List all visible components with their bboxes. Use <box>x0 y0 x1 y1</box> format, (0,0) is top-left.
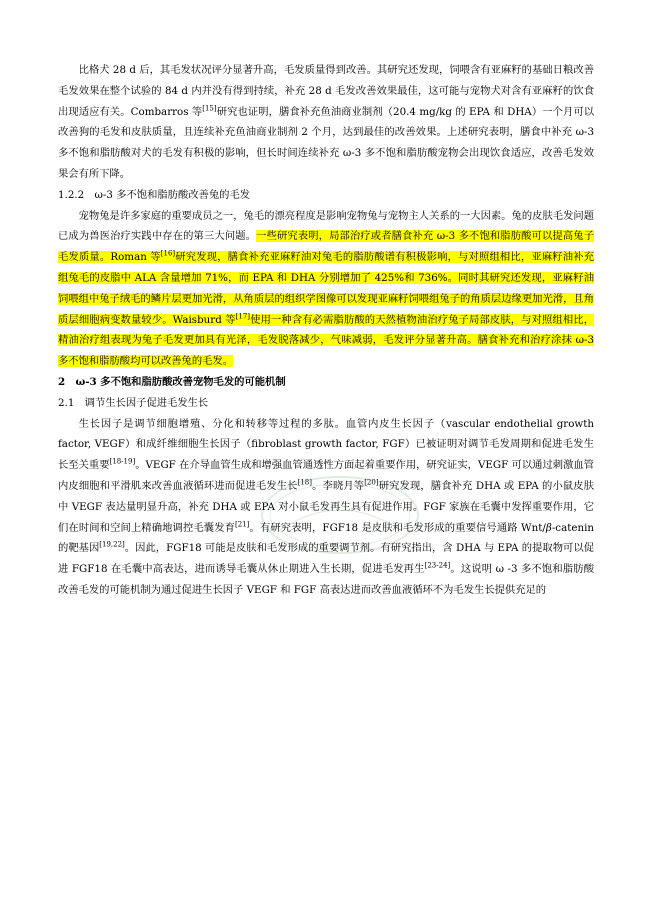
paragraph-rabbit-hair: 宠物兔是许多家庭的重要成员之一，兔毛的漂亮程度是影响宠物兔与宠物主人关系的一大因素。兔的皮肤毛发问题已成为兽医治疗实践中存在的第三大问题。一些研究表明，局部治疗或者膳食补充 ω-3 多不饱和脂肪酸可以提高兔子毛发质量。Roman 等[16]研究发现，膳食补充亚麻籽油对兔毛的脂肪酸谱有积极影响，与对照组相比，亚麻籽油补充组兔毛的皮脂中 ALA 含量增加 71%，而 EPA 和 DHA 分别增加了 425%和 736%。同时其研究还发现，亚麻籽油饲喂组中兔子绒毛的鳞片层更加光滑，从角质层的组织学图像可以发现亚麻籽饲喂组兔子的角质层边缘更加光滑，且角质层细胞病变数量较少。Waisburd 等[17]使用一种含有必需脂肪酸的天然植物油治疗兔子局部皮肤，与对照组相比，精油治疗组表现为兔子毛发更加具有光泽，毛发脱落减少，气味减弱，毛发评分显著升高。膳食补充和治疗涂抹 ω-3 多不饱和脂肪酸均可以改善兔的毛发。 <box>58 209 595 368</box>
paragraph-growth-factors: 生长因子是调节细胞增殖、分化和转移等过程的多肽。血管内皮生长因子（vascular endothelial growth factor, VEGF）和成纤维细胞生长因子（fibroblast growth factor, FGF）已被证明对调节毛发周期和促进毛发生长至关重要[18-19]。VEGF 在介导血管生成和增强血管通透性方面起着重要作用，研究证实，VEGF 可以通过刺激血管内皮细胞和平滑肌来改善血液循环进而促进毛发生长[18]。李晓月等[20]研究发现，膳食补充 DHA 或 EPA 的小鼠皮肤中 VEGF 表达量明显升高，补充 DHA 或 EPA 对小鼠毛发再生具有促进作用。FGF 家族在毛囊中发挥重要作用，它们在时间和空间上精确地调控毛囊发育[21]。有研究表明，FGF18 是皮肤和毛发形成的重要信号通路 Wnt/β-catenin 的靶基因[19,22]。因此，FGF18 可能是皮肤和毛发形成的重要调节剂。有研究指出，含 DHA 与 EPA 的提取物可以促进 FGF18 在毛囊中高表达，进而诱导毛囊从休止期进入生长期，促进毛发再生[23-24]。这说明 ω -3 多不饱和脂肪酸改善毛发的可能机制为通过促进生长因子 VEGF 和 FGF 高表达进而改善血液循环不为毛发生长提供充足的 <box>58 417 595 596</box>
paragraph-intro: 比格犬 28 d 后，其毛发状况评分显著升高，毛发质量得到改善。其研究还发现，饲喂含有亚麻籽的基础日粮改善毛发效果在整个试验的 84 d 内并没有得到持续，补充 28 d 毛发改善效果最佳，这可能与宠物犬对含有亚麻籽的饮食出现适应有关。Combarros 等[15]研究也证明，膳食补充鱼油商业制剂（20.4 mg/kg 的 EPA 和 DHA）一个月可以改善狗的毛发和皮肤质量，且连续补充鱼油商业制剂 2 个月，达到最佳的改善效果。上述研究表明，膳食中补充 ω-3 多不饱和脂肪酸对犬的毛发有积极的影响，但长时间连续补充 ω-3 多不饱和脂肪酸宠物会出现饮食适应，改善毛发效果会有所下降。 <box>58 64 594 180</box>
heading-2: 2 ω-3 多不饱和脂肪酸改善宠物毛发的可能机制 <box>58 375 286 388</box>
heading-1-2-2: 1.2.2 ω-3 多不饱和脂肪酸改善兔的毛发 <box>58 188 251 201</box>
highlight-span-1: 一些研究表明，局部治疗或者膳食补充 ω-3 多不饱和脂肪酸可以提高兔子毛发质量。Roman 等[16]研究发现，膳食补充亚麻籽油对兔毛的脂肪酸谱有积极影响，与对照组相比，亚麻籽油补充组兔毛的皮脂中 ALA 含量增加 71%，而 EPA 和 DHA 分别增加了 425%和 736%。同时其研究还发现，亚麻籽油饲喂组中兔子绒毛的鳞片层更加光滑，从角质层的组织学图像可以发现亚麻籽饲喂组兔子的角质层边缘更加光滑，且角质层细胞病变数量较少。Waisburd 等[17]使用一种含有必需脂肪酸的天然植物油治疗兔子局部皮肤，与对照组相比，精油治疗组表现为兔子毛发更加具有光泽，毛发脱落减少，气味减弱，毛发评分显著升高。膳食补充和治疗涂抹 ω-3 多不饱和脂肪酸均可以改善兔的毛发。 <box>58 230 595 368</box>
heading-2-1: 2.1 调节生长因子促进毛发生长 <box>58 396 209 409</box>
document-body <box>58 60 594 601</box>
